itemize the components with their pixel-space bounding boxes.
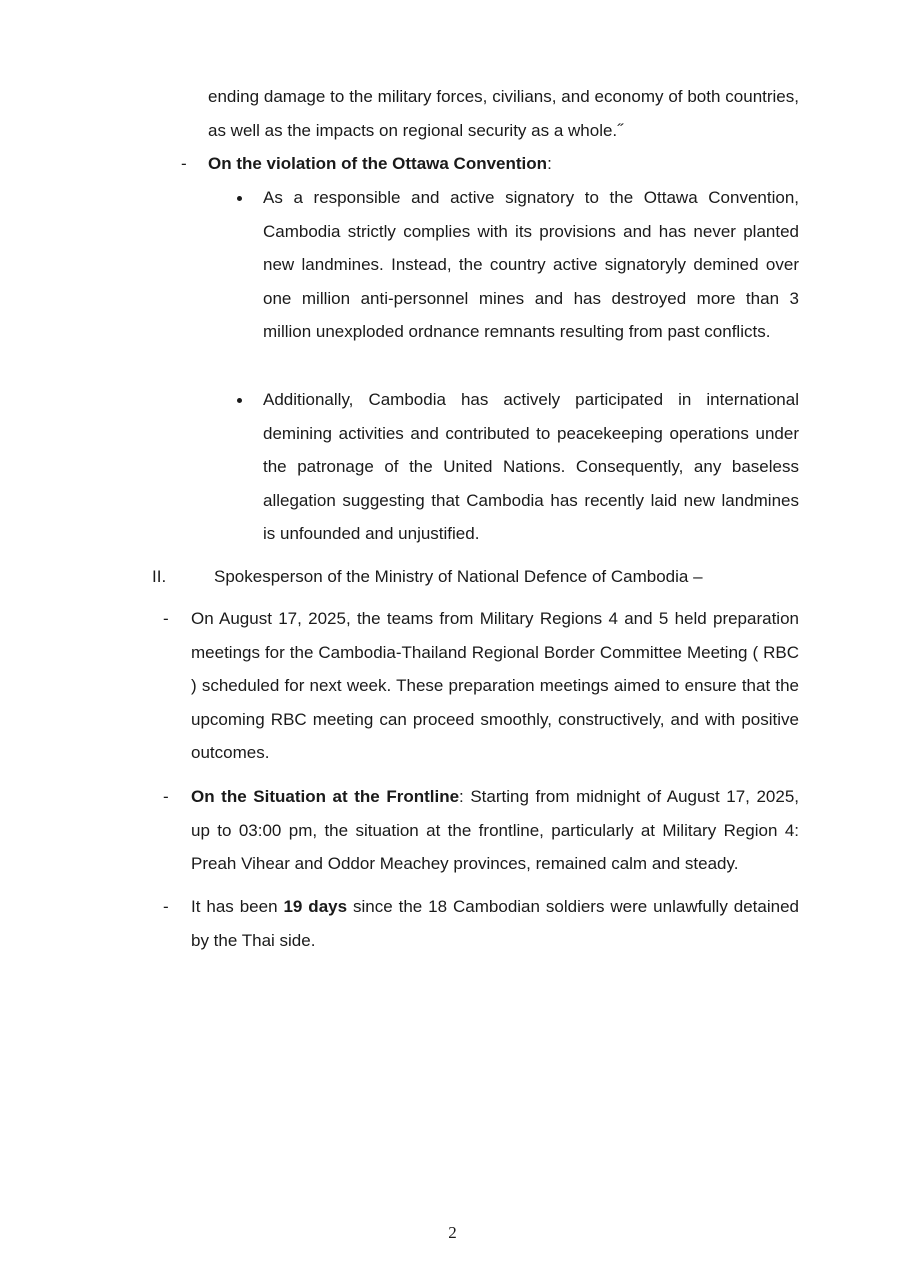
item-dash-marker: -: [163, 609, 169, 628]
detained-soldiers-paragraph: [191, 890, 799, 957]
ottawa-bullet-1: As a responsible and active signatory to the Ottawa Convention, Cambodia strictly complies with its provisions and has never planted new landmines. Instead, the country active signatoryly demined over one million anti-personnel mines and has destroyed more than 3 million unexploded ordnance remnants resulting from past conflicts.: [263, 188, 799, 342]
detained-pre: It has been: [191, 897, 284, 916]
ottawa-heading-colon: :: [547, 154, 552, 173]
item-dash-marker: -: [163, 787, 169, 806]
ottawa-heading: [208, 147, 799, 181]
section-numeral: II.: [152, 567, 167, 586]
ottawa-dash-marker: -: [181, 154, 187, 173]
detained-post: since the 18 Cambodian soldiers were unlawfully detained by the Thai side.: [191, 897, 799, 950]
frontline-paragraph: [191, 780, 799, 881]
item-dash-marker: -: [163, 897, 169, 916]
section-title: Spokesperson of the Ministry of National Defence of Cambodia –: [214, 567, 703, 586]
frontline-text: : Starting from midnight of August 17, 2025, up to 03:00 pm, the situation at the frontline, particularly at Military Region 4: Preah Vihear and Oddor Meachey provinces, remained calm and steady.: [191, 787, 799, 874]
frontline-lead: On the Situation at the Frontline: [191, 787, 460, 806]
days-count: 19 days: [283, 897, 348, 916]
rbc-preparation-paragraph: On August 17, 2025, the teams from Military Regions 4 and 5 held preparation meetings for the Cambodia-Thailand Regional Border Committee Meeting ( RBC ) scheduled for next week. These preparation meetings aimed to ensure that the upcoming RBC meeting can proceed smoothly, constructively, and with positive outcomes.: [191, 609, 799, 763]
bullet-dot-icon: [237, 196, 242, 201]
continuation-paragraph: ending damage to the military forces, civilians, and economy of both countries, as well as the impacts on regional security as a whole.˝: [208, 87, 799, 140]
bullet-dot-icon: [237, 398, 242, 403]
ottawa-heading-title: On the violation of the Ottawa Convention: [208, 154, 548, 173]
page-number: 2: [448, 1223, 457, 1242]
ottawa-bullet-2: Additionally, Cambodia has actively participated in international demining activities and contributed to peacekeeping operations under the patronage of the United Nations. Consequently, any baseless allegation suggesting that Cambodia has recently laid new landmines is unfounded and unjustified.: [263, 390, 799, 544]
